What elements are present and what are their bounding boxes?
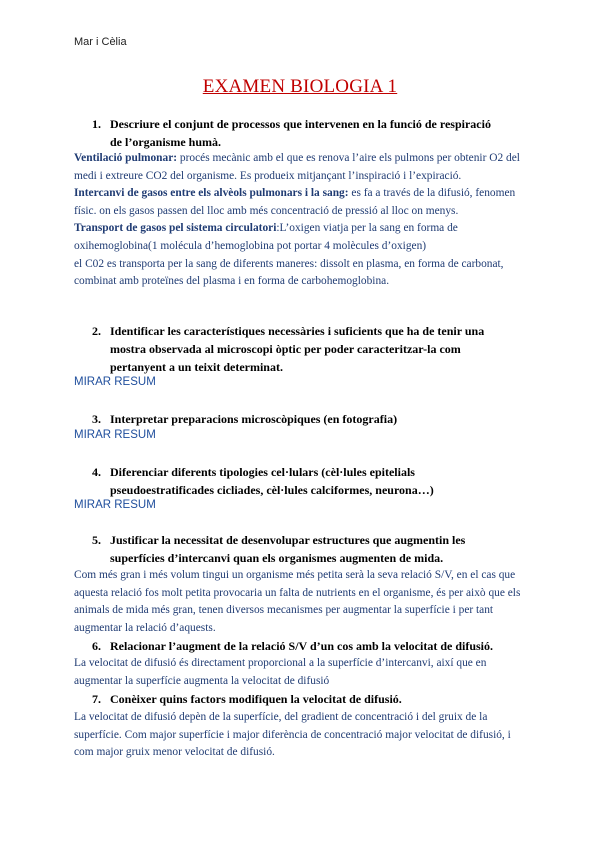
question-text: Diferenciar diferents tipologies cel·lulars (cèl·lules epitelials: [110, 465, 415, 479]
question-text-cont: mostra observada al microscopi òptic per poder caracteritzar-la com: [110, 342, 461, 356]
answer-5: Com més gran i més volum tingui un organisme més petita serà la seva relació S/V, en el cas que aquesta relació fos molt petita provocaria un falta de nutrients en el organisme, és per això que els animals de mida més gran, tenen diversos mecanismes per augmentar la superfície i per tant augmentar la relació d’aquests.: [74, 569, 521, 634]
term-heading: Ventilació pulmonar:: [74, 152, 178, 164]
question-number: 7.: [92, 692, 101, 706]
question-text: Conèixer quins factors modifiquen la velocitat de difusió.: [110, 692, 402, 706]
question-text-cont: pertanyent a un teixit determinat.: [110, 360, 283, 374]
question-1: [92, 115, 532, 151]
term-text: es fa a través de la difusió, fenomen físic. on els gasos passen del lloc amb més concentració de pressió al lloc on menys.: [74, 187, 516, 217]
question-text: Justificar la necessitat de desenvolupar estructures que augmentin les: [110, 533, 466, 547]
answer-7: La velocitat de difusió depèn de la superfície, del gradient de concentració i del gruix de la superfície. Com major superfície i major diferència de concentració major velocitat de difusió, i com major gruix menor velocitat de difusió.: [74, 711, 511, 759]
question-number: 4.: [92, 465, 101, 479]
question-6: [92, 637, 532, 655]
question-text-cont: superfícies d’intercanvi quan els organismes augmenten de mida.: [110, 551, 444, 565]
mirar-resum-link[interactable]: MIRAR RESUM: [74, 376, 156, 388]
document-title: EXAMEN BIOLOGIA 1: [202, 76, 398, 97]
author-name: Mar i Cèlia: [74, 36, 127, 48]
answer-paragraph: el C02 es transporta per la sang de diferents maneres: dissolt en plasma, en forma de carbonat, combinat amb proteïnes del plasma i en forma de carbohemoglobina.: [74, 257, 504, 288]
mirar-resum-link[interactable]: MIRAR RESUM: [74, 499, 156, 511]
mirar-resum-link[interactable]: MIRAR RESUM: [74, 429, 156, 441]
question-number: 6.: [92, 639, 101, 653]
term-text: procés mecànic amb el que es renova l’aire els pulmons per obtenir O2 del medi i extreure CO2 del organisme. Es produeix mitjançant l’inspiració i l’expiració.: [74, 152, 520, 182]
question-text: Identificar les característiques necessàries i suficients que ha de tenir una: [110, 324, 485, 338]
question-5: [92, 531, 532, 567]
question-number: 3.: [92, 412, 101, 426]
question-number: 2.: [92, 324, 101, 338]
question-2: [92, 322, 532, 376]
term-text: :L’oxigen viatja per la sang en forma de oxihemoglobina(1 molécula d’hemoglobina pot portar 4 molècules d’oxigen): [74, 222, 458, 252]
term-heading: Intercanvi de gasos entre els alvèols pulmonars i la sang:: [74, 187, 349, 200]
answer-1: [74, 150, 530, 291]
term-heading: Transport de gasos pel sistema circulatori: [74, 222, 277, 235]
answer-paragraph: [74, 150, 530, 185]
question-text-cont: pseudoestratificades cicliades, cèl·lules calciformes, neurona…): [110, 483, 434, 497]
question-4: [92, 463, 532, 499]
answer-6: La velocitat de difusió és directament proporcional a la superfície d’intercanvi, així que en augmentar la superfície augmenta la velocitat de difusió: [74, 657, 487, 687]
question-7: [92, 690, 532, 708]
question-text: Descriure el conjunt de processos que intervenen en la funció de respiració: [110, 117, 491, 131]
question-3: [92, 410, 532, 428]
question-number: 5.: [92, 533, 101, 547]
answer-paragraph: [74, 220, 530, 255]
question-number: 1.: [92, 117, 101, 131]
question-text: Relacionar l’augment de la relació S/V d’un cos amb la velocitat de difusió.: [110, 639, 493, 653]
answer-paragraph: [74, 185, 530, 220]
question-text-cont: de l’organisme humà.: [110, 135, 221, 149]
question-text: Interpretar preparacions microscòpiques (en fotografia): [110, 412, 398, 426]
